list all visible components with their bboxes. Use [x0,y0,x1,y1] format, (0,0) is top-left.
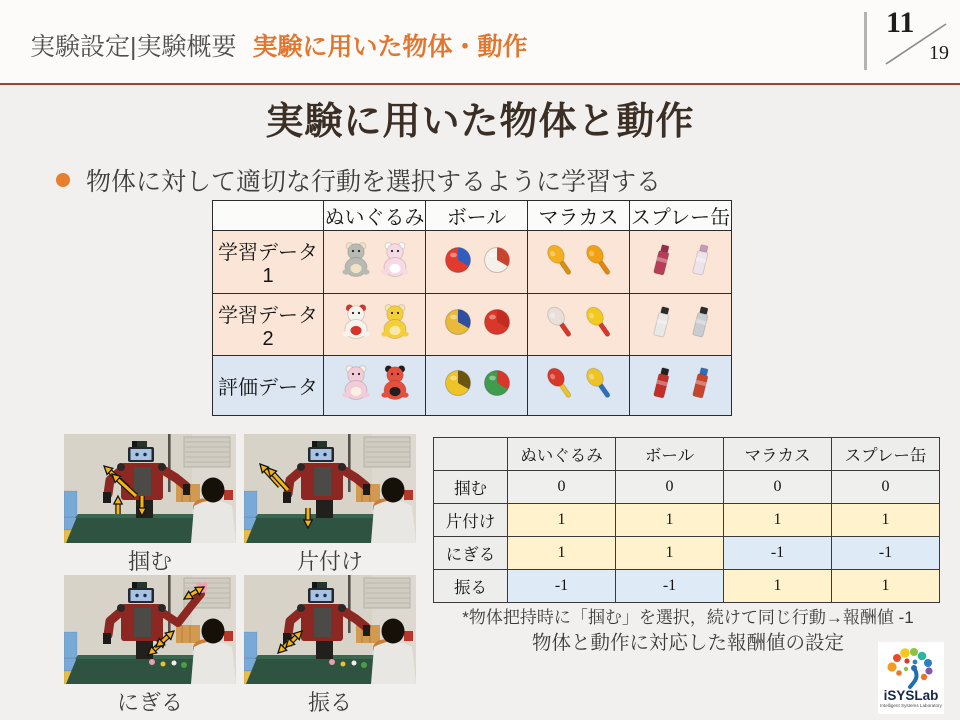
reward-cell: 1 [724,504,832,537]
object-table-header-row [213,201,732,231]
reward-table-row [434,537,940,570]
object-photo [632,233,730,287]
page-title: 実験に用いた物体と動作 [265,101,695,143]
logo-text: iSYSLab [883,688,939,703]
object-col-header: スプレー缶 [630,201,732,231]
action-photo-squeeze [64,575,236,684]
reward-cell: -1 [508,570,616,603]
object-photo [530,356,628,410]
object-col-header: マラカス [528,201,630,231]
object-photo [632,295,730,349]
object-cell [324,294,426,356]
reward-cell: 0 [616,471,724,504]
object-row-header: 学習データ1 [213,231,324,294]
reward-row-header: 振る [434,570,508,603]
object-row-header: 評価データ [213,356,324,416]
robot-photo [64,434,236,543]
reward-cell: 1 [832,504,940,537]
object-row-header: 学習データ2 [213,294,324,356]
reward-table-header-row [434,438,940,471]
reward-cell: 1 [724,570,832,603]
reward-cell: 1 [508,537,616,570]
reward-cell: 1 [508,504,616,537]
bullet-text: 物体に対して適切な行動を選択するように学習する [86,168,662,196]
reward-cell: -1 [724,537,832,570]
object-cell [426,231,528,294]
reward-table-row [434,570,940,603]
reward-cell: 0 [832,471,940,504]
object-table-row [213,294,732,356]
reward-cell: 0 [508,471,616,504]
object-photo [428,233,526,287]
slide-header [0,0,960,85]
reward-row-header: にぎる [434,537,508,570]
reward-cell: 0 [724,471,832,504]
robot-photo [244,434,416,543]
object-cell [324,231,426,294]
reward-row-header: 片付け [434,504,508,537]
reward-table-row [434,504,940,537]
reward-caption: 物体と動作に対応した報酬値の設定 [531,632,844,654]
robot-photo [64,575,236,684]
object-cell [528,294,630,356]
page-current: 11 [886,6,915,39]
object-cell [630,294,732,356]
reward-col-header: ボール [616,438,724,471]
reward-cell: 1 [616,537,724,570]
robot-photo [244,575,416,684]
object-cell [324,356,426,416]
object-table-row [213,356,732,416]
header-text [30,27,528,63]
object-cell [630,231,732,294]
object-col-header: ボール [426,201,528,231]
reward-footnote: *物体把持時に「掴む」を選択，続けて同じ行動→報酬値 -1 [462,608,914,627]
object-table-corner [213,201,324,231]
reward-col-header: スプレー缶 [832,438,940,471]
object-cell [528,356,630,416]
reward-cell: 1 [832,570,940,603]
action-label-grasp: 掴む [127,549,172,574]
reward-col-header: ぬいぐるみ [508,438,616,471]
object-table-row [213,231,732,294]
object-photo [530,233,628,287]
logo-brain-icon [878,642,944,714]
action-photo-grasp [64,434,236,543]
isyslab-logo [878,642,944,714]
object-photo [632,356,730,410]
object-photo [428,295,526,349]
action-photo-tidy-up [244,434,416,543]
reward-cell: -1 [832,537,940,570]
reward-col-header: マラカス [724,438,832,471]
action-photo-shake [244,575,416,684]
object-photo [326,233,424,287]
object-cell [426,294,528,356]
bullet-icon [56,173,70,187]
object-cell [426,356,528,416]
reward-row-header: 掴む [434,471,508,504]
page-total: 19 [929,42,949,64]
logo-caption: Intelligent Systems Laboratory [880,703,942,708]
object-col-header: ぬいぐるみ [324,201,426,231]
header-topic: 実験に用いた物体・動作 [252,33,528,61]
reward-cell: 1 [616,504,724,537]
page-number-divider [864,12,867,70]
object-cell [528,231,630,294]
object-photo [530,295,628,349]
reward-table-corner [434,438,508,471]
reward-table-row [434,471,940,504]
object-table [212,200,732,416]
reward-table [433,437,940,603]
breadcrumb: 実験設定|実験概要 [30,33,237,61]
action-label-squeeze: にぎる [116,690,183,715]
reward-cell: -1 [616,570,724,603]
object-photo [428,356,526,410]
object-photo [326,295,424,349]
object-photo [326,356,424,410]
object-cell [630,356,732,416]
action-label-tidy-up: 片付け [296,549,363,574]
action-label-shake: 振る [307,690,352,715]
